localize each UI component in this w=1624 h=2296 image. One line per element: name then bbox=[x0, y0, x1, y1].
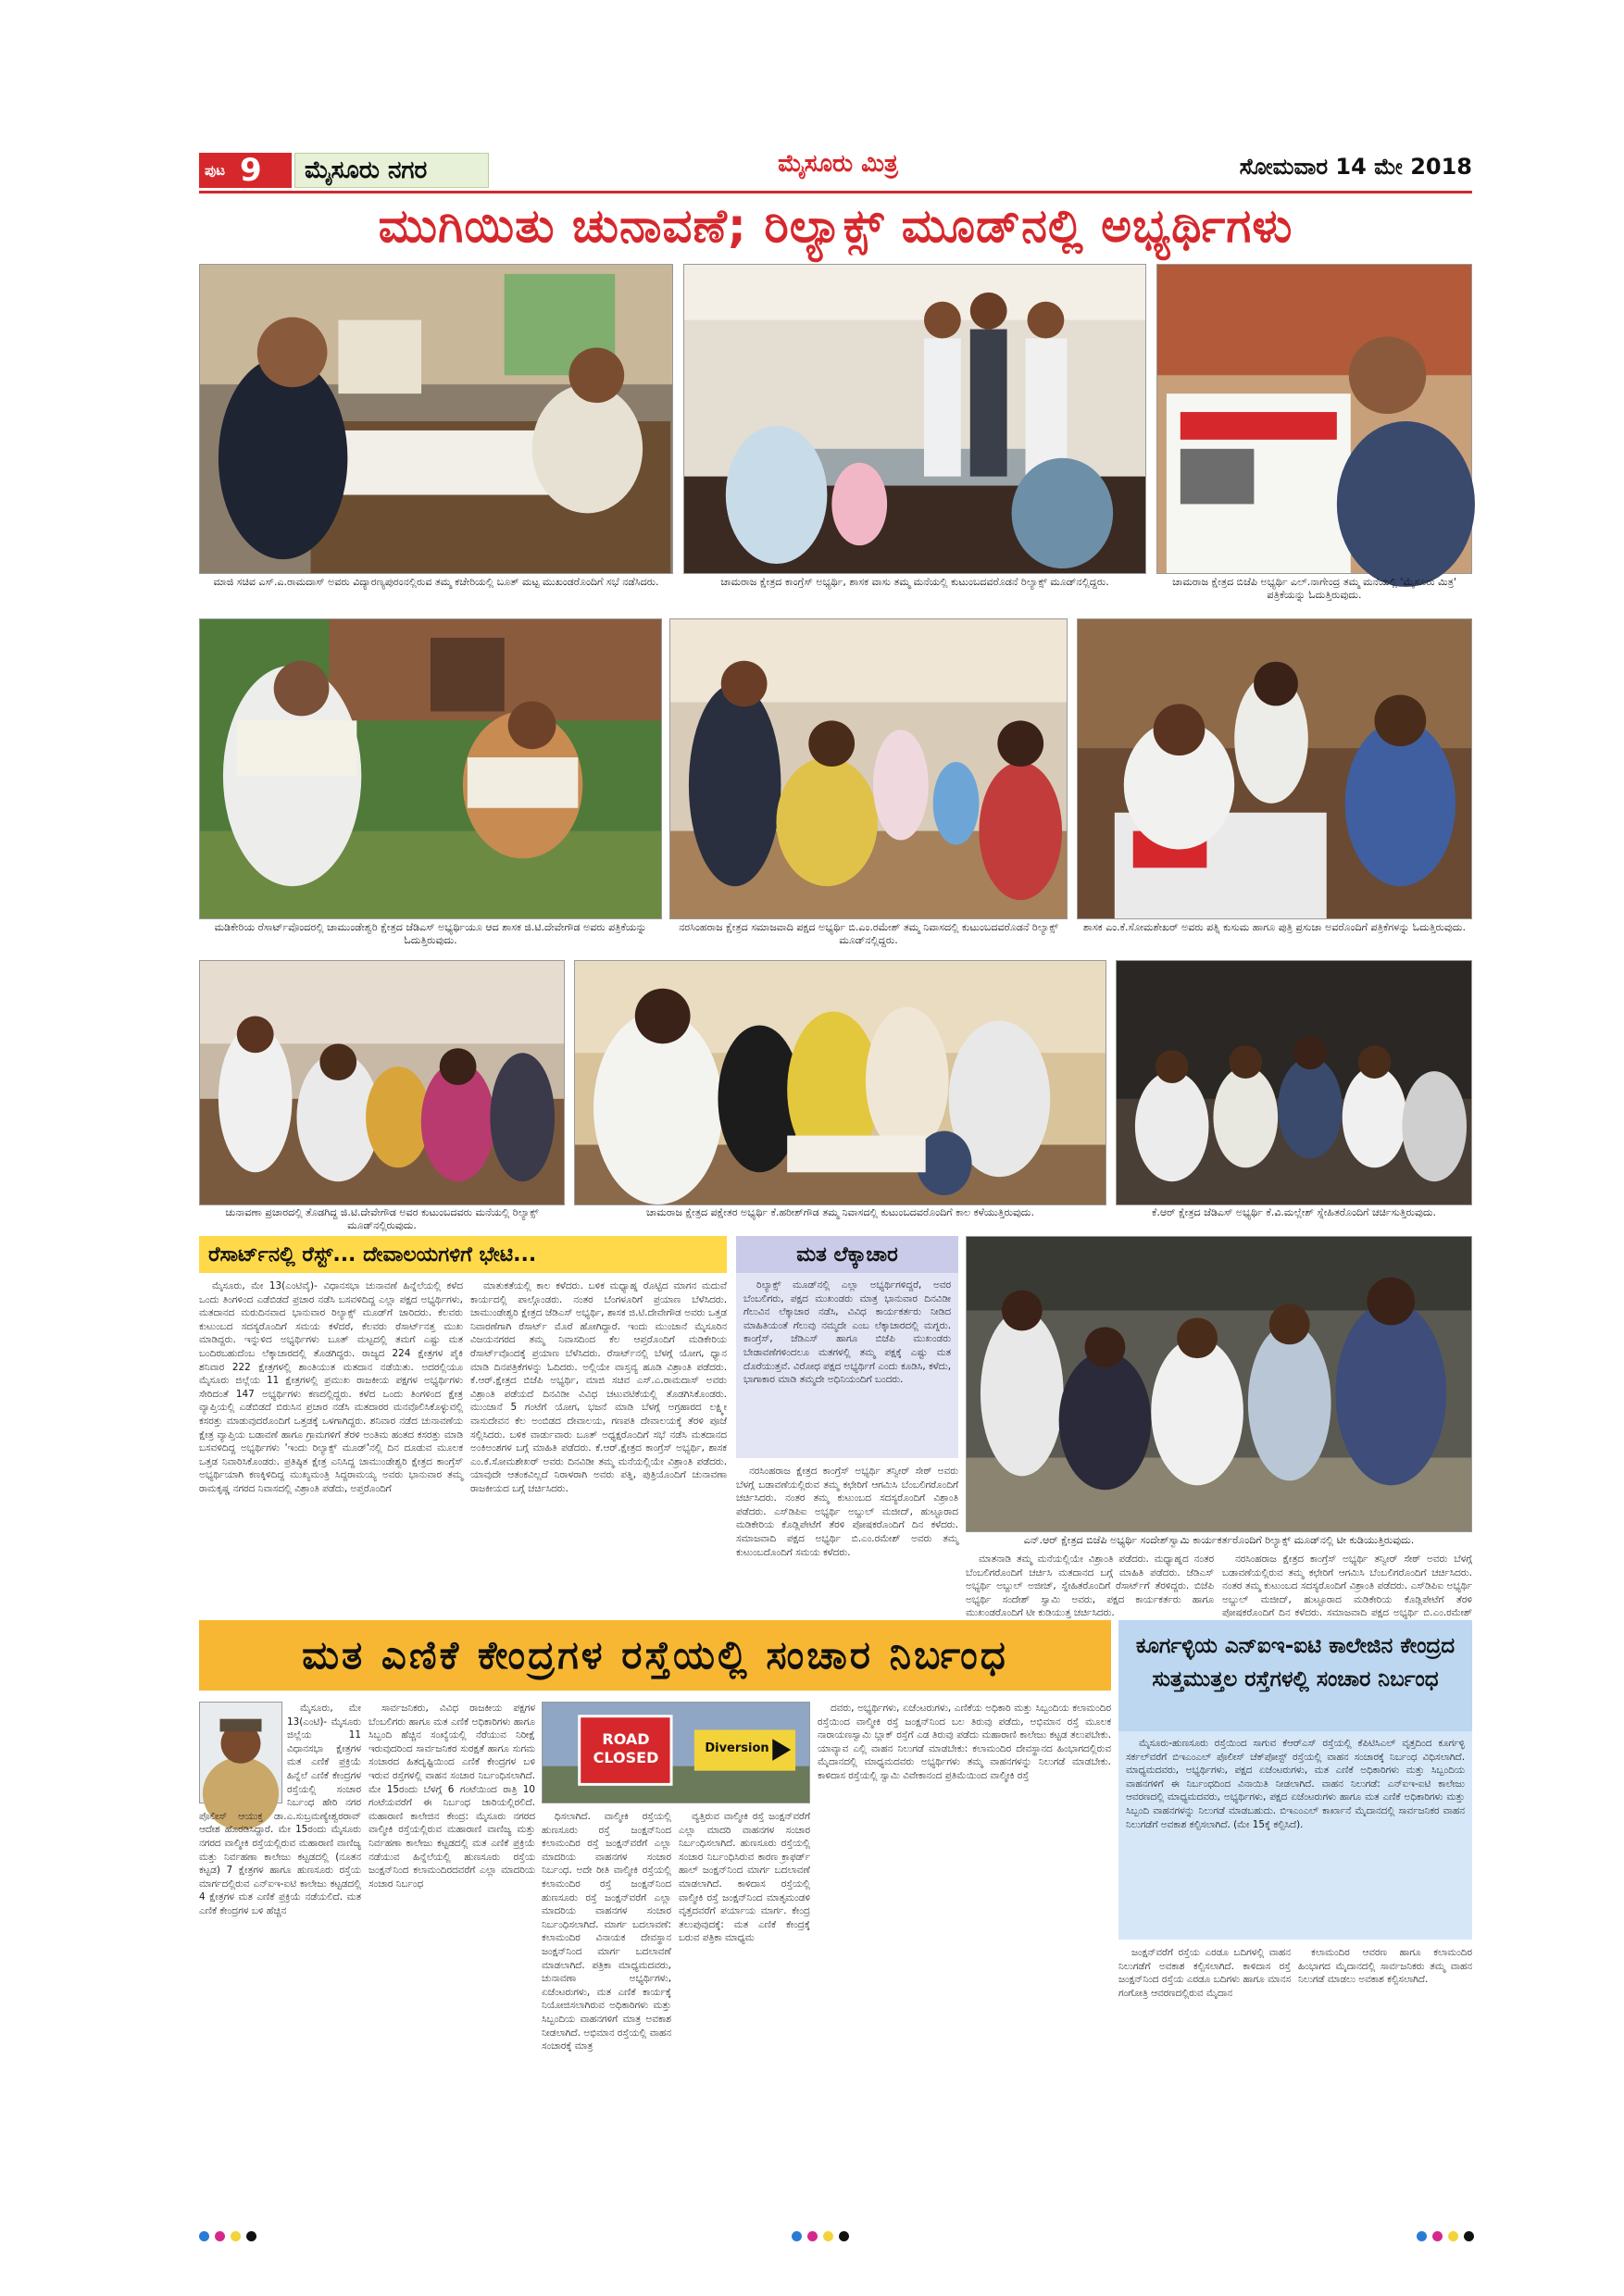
article-nie-col3: ಕಲಾಮಂದಿರ ಆವರಣ ಹಾಗೂ ಕಲಾಮಂದಿರ ಹಿಂಭಾಗದ ಮೈದಾನದಲ್ಲಿ ಸಾರ್ವಜನಿಕರು ತಮ್ಮ ವಾಹನ ನಿಲುಗಡೆ ಮಾಡಲು ಅವಕಾಶ ಕಲ್ಪಿಸಲಾಗಿದೆ. bbox=[1298, 1947, 1472, 1986]
header-rule bbox=[199, 191, 1472, 193]
article-resort-col4: ಮಾತನಾಡಿ ತಮ್ಮ ಮನೆಯಲ್ಲಿಯೇ ವಿಶ್ರಾಂತಿ ಪಡೆದರು. ಮಧ್ಯಾಹ್ನದ ನಂತರ ಬೆಂಬಲಿಗರೊಂದಿಗೆ ಚರ್ಚಿಸಿ ಮತದಾನದ ಬಗ್ಗೆ ಮಾಹಿತಿ ಪಡೆದರು. ಜೆಡಿಎಸ್ ಅಭ್ಯರ್ಥಿ ಅಬ್ದುಲ್ ಅಜೀಜ್, ಸ್ನೇಹಿತರೊಂದಿಗೆ ರೆಸಾರ್ಟ್‌ಗೆ ತೆರಳಿದ್ದರು. ಬಿಜೆಪಿ ಅಭ್ಯರ್ಥಿ ಸಂದೇಶ್ ಸ್ವಾಮಿ ಅವರು, ಪಕ್ಷದ ಕಾರ್ಯಕರ್ತರು ಹಾಗೂ ಮುಖಂಡರೊಂದಿಗೆ ಟೀ ಕುಡಿಯುತ್ತ ಚರ್ಚಿಸಿದರು. bbox=[966, 1554, 1214, 1619]
article-resort-col1: ಮೈಸೂರು, ಮೇ 13(ಎಂಟಿವೈ)- ವಿಧಾನಸಭಾ ಚುನಾವಣೆ ಹಿನ್ನೆಲೆಯಲ್ಲಿ ಕಳೆದ ಒಂದು ತಿಂಗಳಿಂದ ಎಡೆಬಿಡದೆ ಪ್ರಚಾರ ನಡೆಸಿ ಬಸವಳಿದಿದ್ದ ಎಲ್ಲಾ ಪಕ್ಷದ ಅಭ್ಯರ್ಥಿಗಳು, ಮತದಾನದ ಮರುದಿನವಾದ ಭಾನುವಾರ ರಿಲ್ಯಾಕ್ಸ್ ಮೂಡ್‌ಗೆ ಜಾರಿದರು. ಕೆಲವರು ಕುಟುಂಬದ ಸದಸ್ಯರೊಂದಿಗೆ ಸಮಯ ಕಳೆದರೆ, ಕೆಲವರು ರೆಸಾರ್ಟ್‌ನತ್ತ ಮುಖ ಮಾಡಿದ್ದರು. ಇನ್ನುಳಿದ ಅಭ್ಯರ್ಥಿಗಳು ಬೂತ್ ಮಟ್ಟದಲ್ಲಿ ತಮಗೆ ಎಷ್ಟು ಮತ ಬಂದಿರಬಹುದೆಂಬ ಲೆಕ್ಕಾಚಾರದಲ್ಲಿ ತೊಡಗಿದ್ದರು. ರಾಜ್ಯದ 224 ಕ್ಷೇತ್ರಗಳ ಪೈಕಿ ಶನಿವಾರ 222 ಕ್ಷೇತ್ರಗಳಲ್ಲಿ ಶಾಂತಿಯುತ ಮತದಾನ ನಡೆಯಿತು. ಅದರಲ್ಲಿಯೂ ಮೈಸೂರು ಜಿಲ್ಲೆಯ 11 ಕ್ಷೇತ್ರಗಳಲ್ಲಿ ಪ್ರಮುಖ ರಾಜಕೀಯ ಪಕ್ಷಗಳ ಅಭ್ಯರ್ಥಿಗಳು ಸೇರಿದಂತೆ 147 ಅಭ್ಯರ್ಥಿಗಳು ಕಣದಲ್ಲಿದ್ದರು. ಕಳೆದ ಒಂದು ತಿಂಗಳಿಂದ ಕ್ಷೇತ್ರ ವ್ಯಾಪ್ತಿಯಲ್ಲಿ ಎಡೆಬಿಡದೆ ಬಿರುಸಿನ ಪ್ರಚಾರ ನಡೆಸಿ ಮತದಾರರ ಮನವೊಲಿಸಿಕೊಳ್ಳುವಲ್ಲಿ ಕಸರತ್ತು ಮಾಡುವುದರೊಂದಿಗೆ ಒತ್ತಡಕ್ಕೆ ಒಳಗಾಗಿದ್ದರು. ಶನಿವಾರ ನಡೆದ ಚುನಾವಣೆಯ ಕ್ಷೇತ್ರ ವ್ಯಾಪ್ತಿಯ ಬಡಾವಣೆ ಹಾಗೂ ಗ್ರಾಮಗಳಿಗೆ ತೆರಳಿ ಅಂತಿಮ ಹಂತದ ಕಸರತ್ತು ಮಾಡಿ ಬಸವಳಿದಿದ್ದ ಅಭ್ಯರ್ಥಿಗಳು 'ಇಂದು ರಿಲ್ಯಾಕ್ಸ್ ಮೂಡ್‌'ನಲ್ಲಿ ದಿನ ದೂಡುವ ಮೂಲಕ ಒತ್ತಡ ನಿವಾರಿಸಿಕೊಂಡರು. ಪ್ರತಿಷ್ಠಿತ ಕ್ಷೇತ್ರ ಎನಿಸಿದ್ದ ಚಾಮುಂಡೇಶ್ವರಿ ಕ್ಷೇತ್ರದ ಕಾಂಗ್ರೆಸ್ ಅಭ್ಯರ್ಥಿಯಾಗಿ ಕಣಕ್ಕಿಳಿದಿದ್ದ ಮುಖ್ಯಮಂತ್ರಿ ಸಿದ್ದರಾಮಯ್ಯ ಅವರು ಭಾನುವಾರ ತಮ್ಮ ರಾಮಕೃಷ್ಣ ನಗರದ ನಿವಾಸದಲ್ಲಿ ವಿಶ್ರಾಂತಿ ಪಡೆದು, ಅಪ್ತರೊಂದಿಗೆ bbox=[199, 1280, 463, 1494]
article-road-col1: ಮೈಸೂರು, ಮೇ 13(ಎಂಟಿ)- ಮೈಸೂರು ಜಿಲ್ಲೆಯ 11 ವಿಧಾನಸಭಾ ಕ್ಷೇತ್ರಗಳ ಮತ ಎಣಿಕೆ ಪ್ರಕ್ರಿಯೆ ಹಿನ್ನೆಲೆ ಎಣಿಕೆ ಕೇಂದ್ರಗಳ ರಸ್ತೆಯಲ್ಲಿ ಸಂಚಾರ ನಿರ್ಬಂಧ ಹೇರಿ ನಗರ ಪೊಲೀಸ್ ಆಯುಕ್ತ ಡಾ.ಎ.ಸುಬ್ರಮಣ್ಯೇಶ್ವರರಾವ್ ಆದೇಶ ಹೊರಡಿಸಿದ್ದಾರೆ. ಮೇ 15ರಂದು ಮೈಸೂರು ನಗರದ ವಾಲ್ಮೀಕಿ ರಸ್ತೆಯಲ್ಲಿರುವ ಮಹಾರಾಣಿ ವಾಣಿಜ್ಯ ಮತ್ತು ನಿರ್ವಹಣಾ ಕಾಲೇಜು ಕಟ್ಟಡದಲ್ಲಿ (ನೂತನ ಕಟ್ಟಡ) 7 ಕ್ಷೇತ್ರಗಳ ಹಾಗೂ ಹುಣಸೂರು ರಸ್ತೆಯ ಮಾರ್ಗದಲ್ಲಿರುವ ಎನ್‌ಐಇ-ಐಟಿ ಕಾಲೇಜು ಕಟ್ಟಡದಲ್ಲಿ 4 ಕ್ಷೇತ್ರಗಳ ಮತ ಎಣಿಕೆ ಪ್ರಕ್ರಿಯೆ ನಡೆಯಲಿದೆ. ಮತ ಎಣಿಕೆ ಕೇಂದ್ರಗಳ ಬಳಿ ಹೆಚ್ಚಿನ bbox=[199, 1703, 361, 1916]
photo-caption: ಕೆ.ಆರ್ ಕ್ಷೇತ್ರದ ಜೆಡಿಎಸ್ ಅಭ್ಯರ್ಥಿ ಕೆ.ವಿ.ಮಲ್ಲೇಶ್ ಸ್ನೇಹಿತರೊಂದಿಗೆ ಚರ್ಚಿಸುತ್ತಿರುವುದು. bbox=[1151, 1206, 1437, 1218]
registration-dots-left bbox=[199, 2231, 256, 2241]
photo-gtd-resort bbox=[199, 618, 662, 919]
photo-caption: ಚುನಾವಣಾ ಪ್ರಚಾರದಲ್ಲಿ ತೊಡಗಿದ್ದ ಜಿ.ಟಿ.ದೇವೇಗೌಡ ಅವರ ಕುಟುಂಬದವರು ಮನೆಯಲ್ಲಿ ರಿಲ್ಯಾಕ್ಸ್ ಮೂಡ್‌ನಲ್ಲಿರುವುದು. bbox=[225, 1206, 539, 1231]
article-road-col4: ವ್ಯತ್ತಿರುವ ವಾಲ್ಮೀಕಿ ರಸ್ತೆ ಜಂಕ್ಷನ್‌ವರೆಗೆ ಎಲ್ಲಾ ಮಾದರಿ ವಾಹನಗಳ ಸಂಚಾರ ನಿರ್ಬಂಧಿಸಲಾಗಿದೆ. ಹುಣಸೂರು ರಸ್ತೆಯಲ್ಲಿ ಸಂಚಾರ ನಿರ್ಬಂಧಿಸಿರುವ ಕಾರಣ ಕ್ರಾಫರ್ಡ್ ಹಾಲ್ ಜಂಕ್ಷನ್‌ನಿಂದ ಮಾರ್ಗ ಬದಲಾವಣೆ ಮಾಡಲಾಗಿದೆ. ಕಾಳಿದಾಸ ರಸ್ತೆಯಲ್ಲಿ ವಾಲ್ಮೀಕಿ ರಸ್ತೆ ಜಂಕ್ಷನ್‌ನಿಂದ ಮಾತೃಮಂಡಳಿ ವೃತ್ತದವರೆಗೆ ಪರ್ಯಾಯ ಮಾರ್ಗ. ಕೇಂದ್ರ ತಲುಪುವುದಕ್ಕೆ: ಮತ ಎಣಿಕೆ ಕೇಂದ್ರಕ್ಕೆ ಬರುವ ಪತ್ರಿಕಾ ಮಾಧ್ಯಮ bbox=[679, 1811, 810, 1944]
article-road-col3: ಧಿಸಲಾಗಿದೆ. ವಾಲ್ಮೀಕಿ ರಸ್ತೆಯಲ್ಲಿ ಹುಣಸೂರು ರಸ್ತೆ ಜಂಕ್ಷನ್‌ನಿಂದ ಕಲಾಮಂದಿರ ರಸ್ತೆ ಜಂಕ್ಷನ್‌ವರೆಗೆ ಎಲ್ಲಾ ಮಾದರಿಯ ವಾಹನಗಳ ಸಂಚಾರ ನಿರ್ಬಂಧ. ಅದೇ ರೀತಿ ವಾಲ್ಮೀಕಿ ರಸ್ತೆಯಲ್ಲಿ ಕಲಾಮಂದಿರ ರಸ್ತೆ ಜಂಕ್ಷನ್‌ನಿಂದ ಹುಣಸೂರು ರಸ್ತೆ ಜಂಕ್ಷನ್‌ವರೆಗೆ ಎಲ್ಲಾ ಮಾದರಿಯ ವಾಹನಗಳ ಸಂಚಾರ ನಿರ್ಬಂಧಿಸಲಾಗಿದೆ. ಮಾರ್ಗ ಬದಲಾವಣೆ: ಕಲಾಮಂದಿರ ವಿನಾಯಕ ದೇವಸ್ಥಾನ ಜಂಕ್ಷನ್‌ನಿಂದ ಮಾರ್ಗ ಬದಲಾವಣೆ ಮಾಡಲಾಗಿದೆ. ಪತ್ರಿಕಾ ಮಾಧ್ಯಮದವರು, ಚುನಾವಣಾ ಅಭ್ಯರ್ಥಿಗಳು, ಏಜೆಂಟರುಗಳು, ಮತ ಎಣಿಕೆ ಕಾರ್ಯಕ್ಕೆ ನಿಯೋಜಿಸಲಾಗಿರುವ ಅಧಿಕಾರಿಗಳು ಮತ್ತು ಸಿಬ್ಬಂದಿಯ ವಾಹನಗಳಿಗೆ ಮಾತ್ರ ಅವಕಾಶ ನೀಡಲಾಗಿದೆ. ಅಭಿಮಾನ ರಸ್ತೆಯಲ್ಲಿ ವಾಹನ ಸಂಚಾರಕ್ಕೆ ಮಾತ್ರ bbox=[542, 1811, 671, 2053]
photo-caption: ಮಡಿಕೇರಿಯ ರೆಸಾರ್ಟ್‌ವೊಂದರಲ್ಲಿ ಚಾಮುಂಡೇಶ್ವರಿ ಕ್ಷೇತ್ರದ ಜೆಡಿಎಸ್ ಅಭ್ಯರ್ಥಿಯೂ ಆದ ಶಾಸಕ ಜಿ.ಟಿ.ದೇವೇಗೌಡ ಅವರು ಪತ್ರಿಕೆಯನ್ನು ಓದುತ್ತಿರುವುದು. bbox=[214, 921, 647, 946]
photo-caption: ನರಸಿಂಹರಾಜ ಕ್ಷೇತ್ರದ ಸಮಾಜವಾದಿ ಪಕ್ಷದ ಅಭ್ಯರ್ಥಿ ಬಿ.ಎಂ.ರಮೇಶ್‌ ತಮ್ಮ ನಿವಾಸದಲ್ಲಿ ಕುಟುಂಬದವರೊಡನೆ ರಿಲ್ಯಾಕ್ಸ್ ಮೂಡ್‌ನಲ್ಲಿದ್ದರು. bbox=[679, 921, 1058, 946]
photo-caption: ಮಾಜಿ ಸಚಿವ ಎಸ್.ಎ.ರಾಮದಾಸ್ ಅವರು ವಿದ್ಯಾರಣ್ಯಪುರಂನಲ್ಲಿರುವ ತಮ್ಮ ಕಚೇರಿಯಲ್ಲಿ ಬೂತ್ ಮಟ್ಟ ಮುಖಂಡರೊಂದಿಗೆ ಸಭೆ ನಡೆಸಿದರು. bbox=[213, 576, 659, 588]
article-resort-title: ರೆಸಾರ್ಟ್‌ನಲ್ಲಿ ರೆಸ್ಟ್... ದೇವಾಲಯಗಳಿಗೆ ಭೇಟಿ... bbox=[199, 1236, 727, 1273]
page-headline: ಮುಗಿಯಿತು ಚುನಾವಣೆ; ರಿಲ್ಯಾಕ್ಸ್ ಮೂಡ್‌ನಲ್ಲಿ ಅಭ್ಯರ್ಥಿಗಳು bbox=[378, 199, 1293, 253]
article-road-title: ಮತ ಎಣಿಕೆ ಕೇಂದ್ರಗಳ ರಸ್ತೆಯಲ್ಲಿ ಸಂಚಾರ ನಿರ್ಬಂಧ bbox=[199, 1620, 1111, 1691]
diversion-text: Diversion bbox=[705, 1741, 769, 1755]
section-title: ಮೈಸೂರು ನಗರ bbox=[294, 153, 489, 188]
registration-dots-center bbox=[792, 2231, 849, 2241]
photo-harish-family bbox=[574, 960, 1106, 1205]
article-nie-title: ಕೂರ್ಗಳ್ಳಿಯ ಎನ್‌ಐಇ-ಐಟಿ ಕಾಲೇಜಿನ ಕೇಂದ್ರದ ಸುತ್ತಮುತ್ತಲ ರಸ್ತೆಗಳಲ್ಲಿ ಸಂಚಾರ ನಿರ್ಬಂಧ bbox=[1118, 1620, 1472, 1731]
article-vote-count-body: ರಿಲ್ಯಾಕ್ಸ್ ಮೂಡ್‌ನಲ್ಲಿ ಎಲ್ಲಾ ಅಭ್ಯರ್ಥಿಗಳಿದ್ದರೆ, ಅವರ ಬೆಂಬಲಿಗರು, ಪಕ್ಷದ ಮುಖಂಡರು ಮಾತ್ರ ಭಾನುವಾರ ದಿನವಿಡೀ ಗೆಲುವಿನ ಲೆಕ್ಕಾಚಾರ ನಡೆಸಿ, ವಿವಿಧ ಕಾರ್ಯಕರ್ತರು ನೀಡಿದ ಮಾಹಿತಿಯಂತೆ ಗೆಲುವು ನಮ್ಮದೇ ಎಂಬ ಲೆಕ್ಕಾಚಾರದಲ್ಲಿ ಮಗ್ನರು. ಕಾಂಗ್ರೆಸ್, ಜೆಡಿಎಸ್ ಹಾಗೂ ಬಿಜೆಪಿ ಮುಖಂಡರು ಬೇಡಾವಣೆಗಳಿಂದಲೂ ಮತಗಳಲ್ಲಿ ತಮ್ಮ ಪಕ್ಷಕ್ಕೆ ಎಷ್ಟು ಮತ ದೊರೆಯುತ್ತವೆ. ವಿರೋಧ ಪಕ್ಷದ ಅಭ್ಯರ್ಥಿಗೆ ಎಂದು ಕೂಡಿಸಿ, ಕಳೆದು, ಭಾಗಾಕಾರ ಮಾಡಿ ತಮ್ಮದೇ ಅಧಿನಿಯಂದಿಗೆ ಬಂದರು. bbox=[736, 1273, 958, 1458]
photo-nagendra-reading bbox=[1156, 264, 1472, 574]
road-closed-text: ROAD CLOSED bbox=[593, 1730, 659, 1766]
photo-somashekar-family bbox=[1077, 618, 1472, 919]
registration-dots-right bbox=[1417, 2231, 1474, 2241]
photo-caption: ಎನ್.ಆರ್ ಕ್ಷೇತ್ರದ ಬಿಜೆಪಿ ಅಭ್ಯರ್ಥಿ ಸಂದೇಶ್‌ಸ್ವಾಮಿ ಕಾರ್ಯಕರ್ತರೊಂದಿಗೆ ರಿಲ್ಯಾಕ್ಸ್ ಮೂಡ್‌ನಲ್ಲಿ ಟೀ ಕುಡಿಯುತ್ತಿರುವುದು. bbox=[1023, 1534, 1415, 1546]
issue-date: ಸೋಮವಾರ 14 ಮೇ 2018 bbox=[1239, 154, 1472, 180]
page-number-box bbox=[199, 153, 292, 188]
page-number: 9 bbox=[240, 152, 262, 189]
photo-road-closed-sign bbox=[542, 1702, 810, 1803]
masthead-logo: ಮೈಸೂರು ಮಿತ್ರ bbox=[778, 150, 898, 178]
photo-vasu-family bbox=[683, 264, 1146, 574]
photo-gtd-family bbox=[199, 960, 565, 1205]
article-resort-col3: ನರಸಿಂಹರಾಜ ಕ್ಷೇತ್ರದ ಕಾಂಗ್ರೆಸ್ ಅಭ್ಯರ್ಥಿ ತನ್ವೀರ್ ಸೇಠ್ ಅವರು ಬೆಳಗ್ಗೆ ಬಡಾವಣೆಯಲ್ಲಿರುವ ತಮ್ಮ ಕಛೇರಿಗೆ ಆಗಮಿಸಿ ಬೆಂಬಲಿಗರೊಂದಿಗೆ ಚರ್ಚಿಸಿದರು. ನಂತರ ತಮ್ಮ ಕುಟುಂಬದ ಸದಸ್ಯರೊಂದಿಗೆ ವಿಶ್ರಾಂತಿ ಪಡೆದರು. ಎಸ್‌ಡಿಪಿಐ ಅಭ್ಯರ್ಥಿ ಅಬ್ದುಲ್ ಮಜೀದ್, ಹುಟ್ಟೂರಾದ ಮಡಿಕೇರಿಯ ಕೊಡ್ಲಿಪೇಟೆಗೆ ತೆರಳಿ ಪೋಷಕರೊಂದಿಗೆ ದಿನ ಕಳೆದರು. ಸಮಾಜವಾದಿ ಪಕ್ಷದ ಅಭ್ಯರ್ಥಿ ಬಿ.ಎಂ.ರಮೇಶ್ ಅವರು ತಮ್ಮ ಕುಟುಂಬದೊಂದಿಗೆ ಸಮಯ ಕಳೆದರು. bbox=[736, 1466, 958, 1558]
photo-ramesh-family bbox=[669, 618, 1068, 919]
article-road-col2: ಸಾರ್ವಜನಿಕರು, ವಿವಿಧ ರಾಜಕೀಯ ಪಕ್ಷಗಳ ಬೆಂಬಲಿಗರು ಹಾಗೂ ಮತ ಎಣಿಕೆ ಅಧಿಕಾರಿಗಳು ಹಾಗೂ ಸಿಬ್ಬಂದಿ ಹೆಚ್ಚಿನ ಸಂಖ್ಯೆಯಲ್ಲಿ ನೆರೆಯುವ ನಿರೀಕ್ಷೆ ಇರುವುದರಿಂದ ಸಾರ್ವಜನಿಕರ ಸುರಕ್ಷತೆ ಹಾಗೂ ಸುಗಮ ಸಂಚಾರದ ಹಿತದೃಷ್ಟಿಯಿಂದ ಎಣಿಕೆ ಕೇಂದ್ರಗಳ ಬಳಿ ಇರುವ ರಸ್ತೆಗಳಲ್ಲಿ ವಾಹನ ಸಂಚಾರ ನಿರ್ಬಂಧಿಸಲಾಗಿದೆ. ಮೇ 15ರಂದು ಬೆಳಗ್ಗೆ 6 ಗಂಟೆಯಿಂದ ರಾತ್ರಿ 10 ಗಂಟೆಯವರೆಗೆ ಈ ನಿರ್ಬಂಧ ಜಾರಿಯಲ್ಲಿರಲಿದೆ. ಮಹಾರಾಣಿ ಕಾಲೇಜಿನ ಕೇಂದ್ರ: ಮೈಸೂರು ನಗರದ ವಾಲ್ಮೀಕಿ ರಸ್ತೆಯಲ್ಲಿರುವ ಮಹಾರಾಣಿ ವಾಣಿಜ್ಯ ಮತ್ತು ನಿರ್ವಹಣಾ ಕಾಲೇಜು ಕಟ್ಟಡದಲ್ಲಿ ಮತ ಎಣಿಕೆ ಪ್ರಕ್ರಿಯೆ ನಡೆಯುವ ಹಿನ್ನೆಲೆಯಲ್ಲಿ ಹುಣಸೂರು ರಸ್ತೆಯ ಜಂಕ್ಷನ್‌ನಿಂದ ಕಲಾಮಂದಿರದವರೆಗೆ ಎಲ್ಲಾ ಮಾದರಿಯ ಸಂಚಾರ ನಿರ್ಬಂಧ bbox=[369, 1703, 535, 1890]
article-nie-col1: ಮೈಸೂರು-ಹುಣಸೂರು ರಸ್ತೆಯಿಂದ ಸಾಗುವ ಕೆಆರ್‌ಎಸ್ ರಸ್ತೆಯಲ್ಲಿ ಕೆಪಿಟಿಸಿಎಲ್ ವೃತ್ತದಿಂದ ಕೂರ್ಗಳ್ಳಿ ಸರ್ಕಲ್‌ವರೆಗೆ ಬಿಇಎಂಎಲ್ ಪೊಲೀಸ್ ಚೆಕ್‌ಪೋಸ್ಟ್ ರಸ್ತೆಯಲ್ಲಿ ವಾಹನ ಸಂಚಾರಕ್ಕೆ ನಿರ್ಬಂಧ ವಿಧಿಸಲಾಗಿದೆ. ಮಾಧ್ಯಮದವರು, ಅಭ್ಯರ್ಥಿಗಳು, ಪಕ್ಷದ ಏಜೆಂಟರುಗಳು, ಮತ ಎಣಿಕೆ ಅಧಿಕಾರಿಗಳು ಮತ್ತು ಸಿಬ್ಬಂದಿಯ ವಾಹನಗಳಿಗೆ ಈ ನಿರ್ಬಂಧದಿಂದ ವಿನಾಯಿತಿ ನೀಡಲಾಗಿದೆ. ವಾಹನ ನಿಲುಗಡೆ: ಎನ್‌ಐಇ-ಐಟಿ ಕಾಲೇಜು ಆವರಣದಲ್ಲಿ ಮಾಧ್ಯಮದವರು, ಅಭ್ಯರ್ಥಿಗಳು, ಪಕ್ಷದ ಏಜೆಂಟರುಗಳು ಹಾಗೂ ಮತ ಎಣಿಕೆ ಅಧಿಕಾರಿಗಳು ಮತ್ತು ಸಿಬ್ಬಂದಿ ವಾಹನಗಳನ್ನು ನಿಲುಗಡೆ ಮಾಡಬಹುದು. ಬಿಇಎಂಎಲ್ ಕಾರ್ಖಾನೆ ಮೈದಾನದಲ್ಲಿ ಸಾರ್ವಜನಿಕರ ವಾಹನ ನಿಲುಗಡೆಗೆ ಅವಕಾಶ ಕಲ್ಪಿಸಲಾಗಿದೆ. (ಮೇ 15ಕ್ಕೆ ಕಲ್ಪಿಸಿದೆ). bbox=[1118, 1731, 1472, 1940]
photo-caption: ಚಾಮರಾಜ ಕ್ಷೇತ್ರದ ಬಿಜೆಪಿ ಅಭ್ಯರ್ಥಿ ಎಲ್.ನಾಗೇಂದ್ರ ತಮ್ಮ ಮನೆಯಲ್ಲಿ 'ಮೈಸೂರು ಮಿತ್ರ' ಪತ್ರಿಕೆಯನ್ನು ಓದುತ್ತಿರುವುದು. bbox=[1172, 576, 1456, 601]
photo-caption: ಚಾಮರಾಜ ಕ್ಷೇತ್ರದ ಕಾಂಗ್ರೆಸ್ ಅಭ್ಯರ್ಥಿ, ಶಾಸಕ ವಾಸು ತಮ್ಮ ಮನೆಯಲ್ಲಿ ಕುಟುಂಬದವರೊಡನೆ ರಿಲ್ಯಾಕ್ಸ್ ಮೂಡ್‌ನಲ್ಲಿದ್ದರು. bbox=[720, 576, 1109, 588]
article-nie-col2: ಜಂಕ್ಷನ್‌ವರೆಗೆ ರಸ್ತೆಯ ಎರಡೂ ಬದಿಗಳಲ್ಲಿ ವಾಹನ ನಿಲುಗಡೆಗೆ ಅವಕಾಶ ಕಲ್ಪಿಸಲಾಗಿದೆ. ಕಾಳಿದಾಸ ರಸ್ತೆ ಜಂಕ್ಷನ್‌ನಿಂದ ರಸ್ತೆಯ ಎರಡೂ ಬದಿಗಳು ಹಾಗೂ ಮಾನಸ ಗಂಗೋತ್ರಿ ಆವರಣದಲ್ಲಿರುವ ಮೈದಾನ bbox=[1118, 1947, 1291, 1999]
page-label: ಪುಟ bbox=[205, 162, 226, 179]
article-resort-col2: ಮಾತುಕತೆಯಲ್ಲಿ ಕಾಲ ಕಳೆದರು. ಬಳಿಕ ಮಧ್ಯಾಹ್ನ ರೊಟ್ಟಿದ ಮಾಗನ ಮದುವೆ ಕಾರ್ಯದಲ್ಲಿ ಪಾಲ್ಗೊಂಡರು. ನಂತರ ಬೆಂಗಳೂರಿಗೆ ಪ್ರಯಾಣ ಬೆಳೆಸಿದರು. ಚಾಮುಂಡೇಶ್ವರಿ ಕ್ಷೇತ್ರದ ಜೆಡಿಎಸ್ ಅಭ್ಯರ್ಥಿ, ಶಾಸಕ ಜಿ.ಟಿ.ದೇವೇಗೌಡ ಅವರು ಒತ್ತಡ ನಿವಾರಣೆಗಾಗಿ ರೆಸಾರ್ಟ್ ಮೊರೆ ಹೋಗಿದ್ದಾರೆ. ಇಂದು ಮುಂಜಾನೆ ಮೈಸೂರಿನ ವಿಜಯನಗರದ ತಮ್ಮ ನಿವಾಸದಿಂದ ಕೆಲ ಆಪ್ತರೊಂದಿಗೆ ಮಡಿಕೇರಿಯ ರೆಸಾರ್ಟ್‌ವೊಂದಕ್ಕೆ ಪ್ರಯಾಣ ಬೆಳೆಸಿದರು. ರೆಸಾರ್ಟ್‌ನಲ್ಲಿ ಬೆಳಗ್ಗೆ ಯೋಗ, ಧ್ಯಾನ ಮಾಡಿ ದಿನಪತ್ರಿಕೆಗಳನ್ನು ಓದಿದರು. ಅಲ್ಲಿಯೇ ವಾಸ್ತವ್ಯ ಹೂಡಿ ವಿಶ್ರಾಂತಿ ಪಡೆದರು. ಕೆ.ಆರ್.ಕ್ಷೇತ್ರದ ಬಿಜೆಪಿ ಅಭ್ಯರ್ಥಿ, ಮಾಜಿ ಸಚಿವ ಎಸ್.ಎ.ರಾಮದಾಸ್ ಅವರು ವಿಶ್ರಾಂತಿ ಪಡೆಯದೆ ದಿನವಿಡೀ ವಿವಿಧ ಚಟುವಟಿಕೆಯಲ್ಲಿ ತೊಡಗಿಸಿಕೊಂಡರು. ಮುಂಜಾನೆ 5 ಗಂಟೆಗೆ ಯೋಗ, ಭಜನೆ ಮಾಡಿ ಬೆಳಗ್ಗೆ ಅಗ್ರಹಾರದ ಲಕ್ಷ್ಮೀ ವಾಸುದೇವನ ಕೆಲ ಅಂಬಿಡದ ದೇವಾಲಯ, ಗಣಪತಿ ದೇವಾಲಯಕ್ಕೆ ತೆರಳಿ ಪೂಜೆ ಸಲ್ಲಿಸಿದರು. ಬಳಿಕ ವಾರ್ಡುವಾರು ಬೂತ್ ಅಧ್ಯಕ್ಷರೊಂದಿಗೆ ಸಭೆ ನಡೆಸಿ ಮತದಾನದ ಅಂಕಿಅಂಶಗಳ ಬಗ್ಗೆ ಮಾಹಿತಿ ಪಡೆದರು. ಕೆ.ಆರ್.ಕ್ಷೇತ್ರದ ಕಾಂಗ್ರೆಸ್ ಅಭ್ಯರ್ಥಿ, ಶಾಸಕ ಎಂ.ಕೆ.ಸೋಮಶೇಖರ್ ಅವರು ದಿನವಿಡೀ ತಮ್ಮ ಮನೆಯಲ್ಲಿಯೇ ವಿಶ್ರಾಂತಿ ಪಡೆದರು. ಯಾವುದೇ ಆತಂಕವಿಲ್ಲದೆ ನಿರಾಳರಾಗಿ ಅವರು ಪತ್ನಿ, ಪುತ್ರಿಯೊಂದಿಗೆ ಚುನಾವಣಾ ರಾಜಕೀಯದ ಬಗ್ಗೆ ಚರ್ಚಿಸಿದರು. bbox=[470, 1280, 727, 1494]
article-vote-count-title: ಮತ ಲೆಕ್ಕಾಚಾರ bbox=[736, 1236, 958, 1273]
article-resort-col5: ನರಸಿಂಹರಾಜ ಕ್ಷೇತ್ರದ ಕಾಂಗ್ರೆಸ್ ಅಭ್ಯರ್ಥಿ ತನ್ವೀರ್ ಸೇಠ್ ಅವರು ಬೆಳಗ್ಗೆ ಬಡಾವಣೆಯಲ್ಲಿರುವ ತಮ್ಮ ಕಛೇರಿಗೆ ಆಗಮಿಸಿ ಬೆಂಬಲಿಗರೊಂದಿಗೆ ಚರ್ಚಿಸಿದರು. ನಂತರ ತಮ್ಮ ಕುಟುಂಬದ ಸದಸ್ಯರೊಂದಿಗೆ ವಿಶ್ರಾಂತಿ ಪಡೆದರು. ಎಸ್‌ಡಿಪಿಐ ಅಭ್ಯರ್ಥಿ ಅಬ್ದುಲ್ ಮಜೀದ್, ಹುಟ್ಟೂರಾದ ಮಡಿಕೇರಿಯ ಕೊಡ್ಲಿಪೇಟೆಗೆ ತೆರಳಿ ಪೋಷಕರೊಂದಿಗೆ ದಿನ ಕಳೆದರು. ಸಮಾಜವಾದಿ ಪಕ್ಷದ ಅಭ್ಯರ್ಥಿ ಬಿ.ಎಂ.ರಮೇಶ್ bbox=[1222, 1554, 1472, 1619]
photo-sandesh-tea bbox=[966, 1236, 1472, 1532]
article-road-col5: ದವರು, ಅಭ್ಯರ್ಥಿಗಳು, ಏಜೆಂಟರುಗಳು, ಎಣಿಕೆಯ ಅಧಿಕಾರಿ ಮತ್ತು ಸಿಬ್ಬಂದಿಯ ಕಲಾಮಂದಿರ ರಸ್ತೆಯಿಂದ ವಾಲ್ಮೀಕಿ ರಸ್ತೆ ಜಂಕ್ಷನ್‌ನಿಂದ ಬಲ ತಿರುವು ಪಡೆದು, ಅಭಿಮಾನ ರಸ್ತೆ ಮೂಲಕ ನಾರಾಯಣಸ್ವಾಮಿ ಬ್ಲಾಕ್ ರಸ್ತೆಗೆ ಎಡ ತಿರುವು ಪಡೆದು ಮಹಾರಾಣಿ ಕಾಲೇಜು ಕಟ್ಟಡ ತಲುಪಬೇಕು. ಯಾವ್ಯಾವ ಎಲ್ಲಿ ವಾಹನ ನಿಲುಗಡೆ ಮಾಡಬೇಕು: ಕಲಾಮಂದಿರ ದೇವಸ್ಥಾನದ ಹಿಂಭಾಗದಲ್ಲಿರುವ ಮೈದಾನದಲ್ಲಿ ಮಾಧ್ಯಮದವರು ಅಭ್ಯರ್ಥಿಗಳು ತಮ್ಮ ವಾಹನಗಳನ್ನು ನಿಲುಗಡೆ ಮಾಡಬೇಕು. ಕಾಳಿದಾಸ ರಸ್ತೆಯಲ್ಲಿ ಸ್ವಾಮಿ ವಿವೇಕಾನಂದ ಪ್ರತಿಮೆಯಿಂದ ವಾಲ್ಮೀಕಿ ರಸ್ತೆ bbox=[818, 1703, 1111, 1781]
photo-caption: ಶಾಸಕ ಎಂ.ಕೆ.ಸೋಮಶೇಖರ್ ಅವರು ಪತ್ನಿ ಕುಸುಮ ಹಾಗೂ ಪುತ್ರಿ ಪ್ರಸುಜಾ ಅವರೊಂದಿಗೆ ಪತ್ರಿಕೆಗಳನ್ನು ಓದುತ್ತಿರುವುದು. bbox=[1083, 921, 1466, 933]
photo-mallesh-friends bbox=[1116, 960, 1472, 1205]
photo-caption: ಚಾಮರಾಜ ಕ್ಷೇತ್ರದ ಪಕ್ಷೇತರ ಅಭ್ಯರ್ಥಿ ಕೆ.ಹರೀಶ್‌ಗೌಡ ತಮ್ಮ ನಿವಾಸದಲ್ಲಿ ಕುಟುಂಬದವರೊಂದಿಗೆ ಕಾಲ ಕಳೆಯುತ್ತಿರುವುದು. bbox=[645, 1206, 1035, 1218]
photo-ramdas-office bbox=[199, 264, 673, 574]
